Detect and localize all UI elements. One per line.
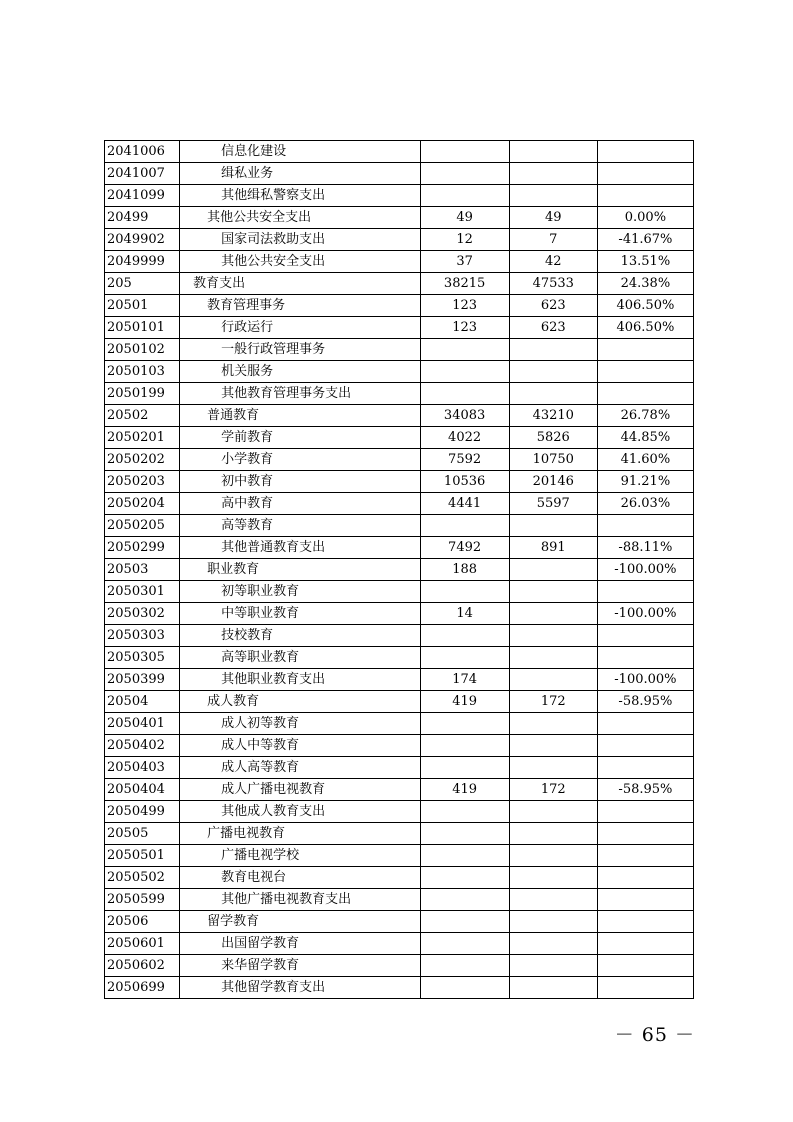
subject-name-cell: 行政运行	[180, 317, 420, 339]
subject-code-cell: 2050204	[105, 493, 180, 515]
subject-code-cell: 2050199	[105, 383, 180, 405]
subject-code-cell: 2049999	[105, 251, 180, 273]
subject-code-cell: 2050599	[105, 889, 180, 911]
subject-code-cell: 2050402	[105, 735, 180, 757]
subject-code-cell: 2050203	[105, 471, 180, 493]
prior-amount-cell	[420, 889, 509, 911]
prior-amount-cell: 123	[420, 317, 509, 339]
table-row	[105, 515, 694, 537]
subject-name-cell: 其他教育管理事务支出	[180, 383, 420, 405]
prior-amount-cell	[420, 163, 509, 185]
subject-name-cell: 高等教育	[180, 515, 420, 537]
subject-name-cell: 广播电视学校	[180, 845, 420, 867]
prior-amount-cell	[420, 911, 509, 933]
prior-amount-cell	[420, 647, 509, 669]
current-amount-cell: 10750	[509, 449, 597, 471]
growth-rate-cell	[597, 933, 693, 955]
prior-amount-cell	[420, 933, 509, 955]
current-amount-cell: 49	[509, 207, 597, 229]
prior-amount-cell: 49	[420, 207, 509, 229]
table-row	[105, 581, 694, 603]
current-amount-cell: 47533	[509, 273, 597, 295]
current-amount-cell	[509, 559, 597, 581]
growth-rate-cell	[597, 515, 693, 537]
current-amount-cell	[509, 955, 597, 977]
table-row	[105, 669, 694, 691]
growth-rate-cell: 13.51%	[597, 251, 693, 273]
prior-amount-cell	[420, 141, 509, 163]
current-amount-cell	[509, 889, 597, 911]
growth-rate-cell: -100.00%	[597, 669, 693, 691]
subject-name-cell: 成人中等教育	[180, 735, 420, 757]
subject-name-cell: 其他普通教育支出	[180, 537, 420, 559]
prior-amount-cell: 419	[420, 691, 509, 713]
subject-name-cell: 教育支出	[180, 273, 420, 295]
table-row	[105, 735, 694, 757]
growth-rate-cell	[597, 185, 693, 207]
subject-name-cell: 普通教育	[180, 405, 420, 427]
growth-rate-cell	[597, 383, 693, 405]
current-amount-cell	[509, 141, 597, 163]
current-amount-cell: 43210	[509, 405, 597, 427]
subject-code-cell: 2050301	[105, 581, 180, 603]
table-row	[105, 757, 694, 779]
subject-name-cell: 缉私业务	[180, 163, 420, 185]
table-body	[105, 141, 694, 999]
subject-name-cell: 高中教育	[180, 493, 420, 515]
subject-code-cell: 2050699	[105, 977, 180, 999]
table-row	[105, 779, 694, 801]
table-row	[105, 537, 694, 559]
prior-amount-cell: 4441	[420, 493, 509, 515]
subject-code-cell: 2050201	[105, 427, 180, 449]
prior-amount-cell	[420, 515, 509, 537]
prior-amount-cell	[420, 845, 509, 867]
table-row	[105, 163, 694, 185]
subject-name-cell: 初中教育	[180, 471, 420, 493]
subject-code-cell: 2050403	[105, 757, 180, 779]
prior-amount-cell: 14	[420, 603, 509, 625]
growth-rate-cell	[597, 757, 693, 779]
prior-amount-cell: 4022	[420, 427, 509, 449]
subject-name-cell: 出国留学教育	[180, 933, 420, 955]
current-amount-cell: 623	[509, 317, 597, 339]
subject-code-cell: 2041099	[105, 185, 180, 207]
subject-name-cell: 初等职业教育	[180, 581, 420, 603]
prior-amount-cell: 38215	[420, 273, 509, 295]
growth-rate-cell: 406.50%	[597, 295, 693, 317]
current-amount-cell	[509, 845, 597, 867]
subject-code-cell: 2049902	[105, 229, 180, 251]
subject-code-cell: 20505	[105, 823, 180, 845]
prior-amount-cell	[420, 735, 509, 757]
current-amount-cell: 5826	[509, 427, 597, 449]
subject-name-cell: 技校教育	[180, 625, 420, 647]
subject-name-cell: 中等职业教育	[180, 603, 420, 625]
growth-rate-cell	[597, 625, 693, 647]
subject-code-cell: 2050302	[105, 603, 180, 625]
current-amount-cell	[509, 515, 597, 537]
growth-rate-cell: -100.00%	[597, 559, 693, 581]
table-row	[105, 405, 694, 427]
current-amount-cell	[509, 339, 597, 361]
prior-amount-cell	[420, 185, 509, 207]
table-row	[105, 141, 694, 163]
current-amount-cell	[509, 713, 597, 735]
current-amount-cell: 42	[509, 251, 597, 273]
current-amount-cell	[509, 867, 597, 889]
prior-amount-cell: 37	[420, 251, 509, 273]
subject-code-cell: 2050404	[105, 779, 180, 801]
current-amount-cell	[509, 647, 597, 669]
subject-code-cell: 2041006	[105, 141, 180, 163]
subject-code-cell: 20501	[105, 295, 180, 317]
subject-name-cell: 成人教育	[180, 691, 420, 713]
subject-name-cell: 其他留学教育支出	[180, 977, 420, 999]
growth-rate-cell: -100.00%	[597, 603, 693, 625]
growth-rate-cell: 26.03%	[597, 493, 693, 515]
growth-rate-cell	[597, 955, 693, 977]
subject-code-cell: 2050305	[105, 647, 180, 669]
growth-rate-cell	[597, 647, 693, 669]
page-number: － 65 －	[614, 1024, 695, 1046]
subject-code-cell: 2050205	[105, 515, 180, 537]
prior-amount-cell: 10536	[420, 471, 509, 493]
table-row	[105, 427, 694, 449]
current-amount-cell: 623	[509, 295, 597, 317]
current-amount-cell	[509, 669, 597, 691]
subject-code-cell: 20504	[105, 691, 180, 713]
current-amount-cell	[509, 823, 597, 845]
subject-name-cell: 学前教育	[180, 427, 420, 449]
growth-rate-cell: 44.85%	[597, 427, 693, 449]
table-row	[105, 603, 694, 625]
subject-code-cell: 20499	[105, 207, 180, 229]
table-row	[105, 361, 694, 383]
growth-rate-cell	[597, 867, 693, 889]
table-row	[105, 823, 694, 845]
subject-name-cell: 一般行政管理事务	[180, 339, 420, 361]
subject-code-cell: 20506	[105, 911, 180, 933]
current-amount-cell	[509, 361, 597, 383]
table-row	[105, 339, 694, 361]
prior-amount-cell: 188	[420, 559, 509, 581]
current-amount-cell	[509, 911, 597, 933]
prior-amount-cell	[420, 581, 509, 603]
growth-rate-cell: 41.60%	[597, 449, 693, 471]
prior-amount-cell: 7592	[420, 449, 509, 471]
prior-amount-cell	[420, 339, 509, 361]
prior-amount-cell: 419	[420, 779, 509, 801]
current-amount-cell: 891	[509, 537, 597, 559]
subject-name-cell: 高等职业教育	[180, 647, 420, 669]
growth-rate-cell	[597, 845, 693, 867]
current-amount-cell	[509, 383, 597, 405]
prior-amount-cell	[420, 955, 509, 977]
subject-code-cell: 2050602	[105, 955, 180, 977]
prior-amount-cell	[420, 977, 509, 999]
growth-rate-cell: -58.95%	[597, 779, 693, 801]
current-amount-cell	[509, 757, 597, 779]
prior-amount-cell: 34083	[420, 405, 509, 427]
table-row	[105, 801, 694, 823]
prior-amount-cell	[420, 867, 509, 889]
subject-name-cell: 机关服务	[180, 361, 420, 383]
table-row	[105, 449, 694, 471]
growth-rate-cell	[597, 141, 693, 163]
prior-amount-cell	[420, 823, 509, 845]
table-row	[105, 493, 694, 515]
current-amount-cell	[509, 933, 597, 955]
growth-rate-cell	[597, 801, 693, 823]
subject-code-cell: 2050601	[105, 933, 180, 955]
subject-code-cell: 20502	[105, 405, 180, 427]
subject-code-cell: 2050103	[105, 361, 180, 383]
current-amount-cell	[509, 625, 597, 647]
subject-code-cell: 2050299	[105, 537, 180, 559]
subject-name-cell: 教育管理事务	[180, 295, 420, 317]
table-row	[105, 229, 694, 251]
subject-code-cell: 2050502	[105, 867, 180, 889]
table-row	[105, 955, 694, 977]
budget-expenditure-table	[104, 140, 694, 999]
table-row	[105, 933, 694, 955]
current-amount-cell: 7	[509, 229, 597, 251]
current-amount-cell	[509, 603, 597, 625]
table-row	[105, 317, 694, 339]
subject-code-cell: 2050501	[105, 845, 180, 867]
growth-rate-cell: 26.78%	[597, 405, 693, 427]
growth-rate-cell: -58.95%	[597, 691, 693, 713]
subject-name-cell: 留学教育	[180, 911, 420, 933]
current-amount-cell	[509, 801, 597, 823]
subject-code-cell: 2050499	[105, 801, 180, 823]
table-row	[105, 207, 694, 229]
subject-name-cell: 成人广播电视教育	[180, 779, 420, 801]
prior-amount-cell	[420, 757, 509, 779]
table-row	[105, 273, 694, 295]
subject-name-cell: 教育电视台	[180, 867, 420, 889]
table-row	[105, 295, 694, 317]
prior-amount-cell: 123	[420, 295, 509, 317]
growth-rate-cell: -88.11%	[597, 537, 693, 559]
table-row	[105, 559, 694, 581]
current-amount-cell: 20146	[509, 471, 597, 493]
subject-name-cell: 其他公共安全支出	[180, 207, 420, 229]
prior-amount-cell	[420, 383, 509, 405]
table-row	[105, 185, 694, 207]
prior-amount-cell	[420, 361, 509, 383]
prior-amount-cell: 12	[420, 229, 509, 251]
table-row	[105, 889, 694, 911]
table-row	[105, 251, 694, 273]
subject-code-cell: 2050202	[105, 449, 180, 471]
current-amount-cell: 5597	[509, 493, 597, 515]
prior-amount-cell	[420, 625, 509, 647]
prior-amount-cell: 7492	[420, 537, 509, 559]
growth-rate-cell	[597, 713, 693, 735]
subject-name-cell: 信息化建设	[180, 141, 420, 163]
growth-rate-cell	[597, 163, 693, 185]
subject-name-cell: 国家司法救助支出	[180, 229, 420, 251]
table-row	[105, 977, 694, 999]
subject-name-cell: 成人初等教育	[180, 713, 420, 735]
current-amount-cell	[509, 163, 597, 185]
table-row	[105, 383, 694, 405]
table-row	[105, 845, 694, 867]
growth-rate-cell: 91.21%	[597, 471, 693, 493]
prior-amount-cell	[420, 713, 509, 735]
current-amount-cell	[509, 185, 597, 207]
growth-rate-cell: 24.38%	[597, 273, 693, 295]
current-amount-cell	[509, 977, 597, 999]
subject-code-cell: 2050401	[105, 713, 180, 735]
growth-rate-cell	[597, 889, 693, 911]
current-amount-cell: 172	[509, 691, 597, 713]
growth-rate-cell	[597, 361, 693, 383]
growth-rate-cell	[597, 735, 693, 757]
subject-code-cell: 2050102	[105, 339, 180, 361]
table-row	[105, 867, 694, 889]
table-row	[105, 647, 694, 669]
table-row	[105, 713, 694, 735]
subject-name-cell: 其他公共安全支出	[180, 251, 420, 273]
table-row	[105, 471, 694, 493]
table-row	[105, 911, 694, 933]
growth-rate-cell: 0.00%	[597, 207, 693, 229]
growth-rate-cell	[597, 823, 693, 845]
growth-rate-cell: 406.50%	[597, 317, 693, 339]
subject-name-cell: 成人高等教育	[180, 757, 420, 779]
subject-code-cell: 205	[105, 273, 180, 295]
growth-rate-cell	[597, 339, 693, 361]
growth-rate-cell	[597, 581, 693, 603]
table-row	[105, 625, 694, 647]
subject-code-cell: 2050303	[105, 625, 180, 647]
subject-name-cell: 广播电视教育	[180, 823, 420, 845]
subject-name-cell: 其他缉私警察支出	[180, 185, 420, 207]
subject-name-cell: 其他广播电视教育支出	[180, 889, 420, 911]
subject-code-cell: 2050399	[105, 669, 180, 691]
growth-rate-cell	[597, 977, 693, 999]
growth-rate-cell: -41.67%	[597, 229, 693, 251]
subject-name-cell: 来华留学教育	[180, 955, 420, 977]
current-amount-cell: 172	[509, 779, 597, 801]
subject-name-cell: 其他成人教育支出	[180, 801, 420, 823]
prior-amount-cell	[420, 801, 509, 823]
growth-rate-cell	[597, 911, 693, 933]
subject-code-cell: 2041007	[105, 163, 180, 185]
table-row	[105, 691, 694, 713]
subject-code-cell: 2050101	[105, 317, 180, 339]
subject-name-cell: 职业教育	[180, 559, 420, 581]
current-amount-cell	[509, 581, 597, 603]
subject-code-cell: 20503	[105, 559, 180, 581]
subject-name-cell: 小学教育	[180, 449, 420, 471]
subject-name-cell: 其他职业教育支出	[180, 669, 420, 691]
current-amount-cell	[509, 735, 597, 757]
prior-amount-cell: 174	[420, 669, 509, 691]
